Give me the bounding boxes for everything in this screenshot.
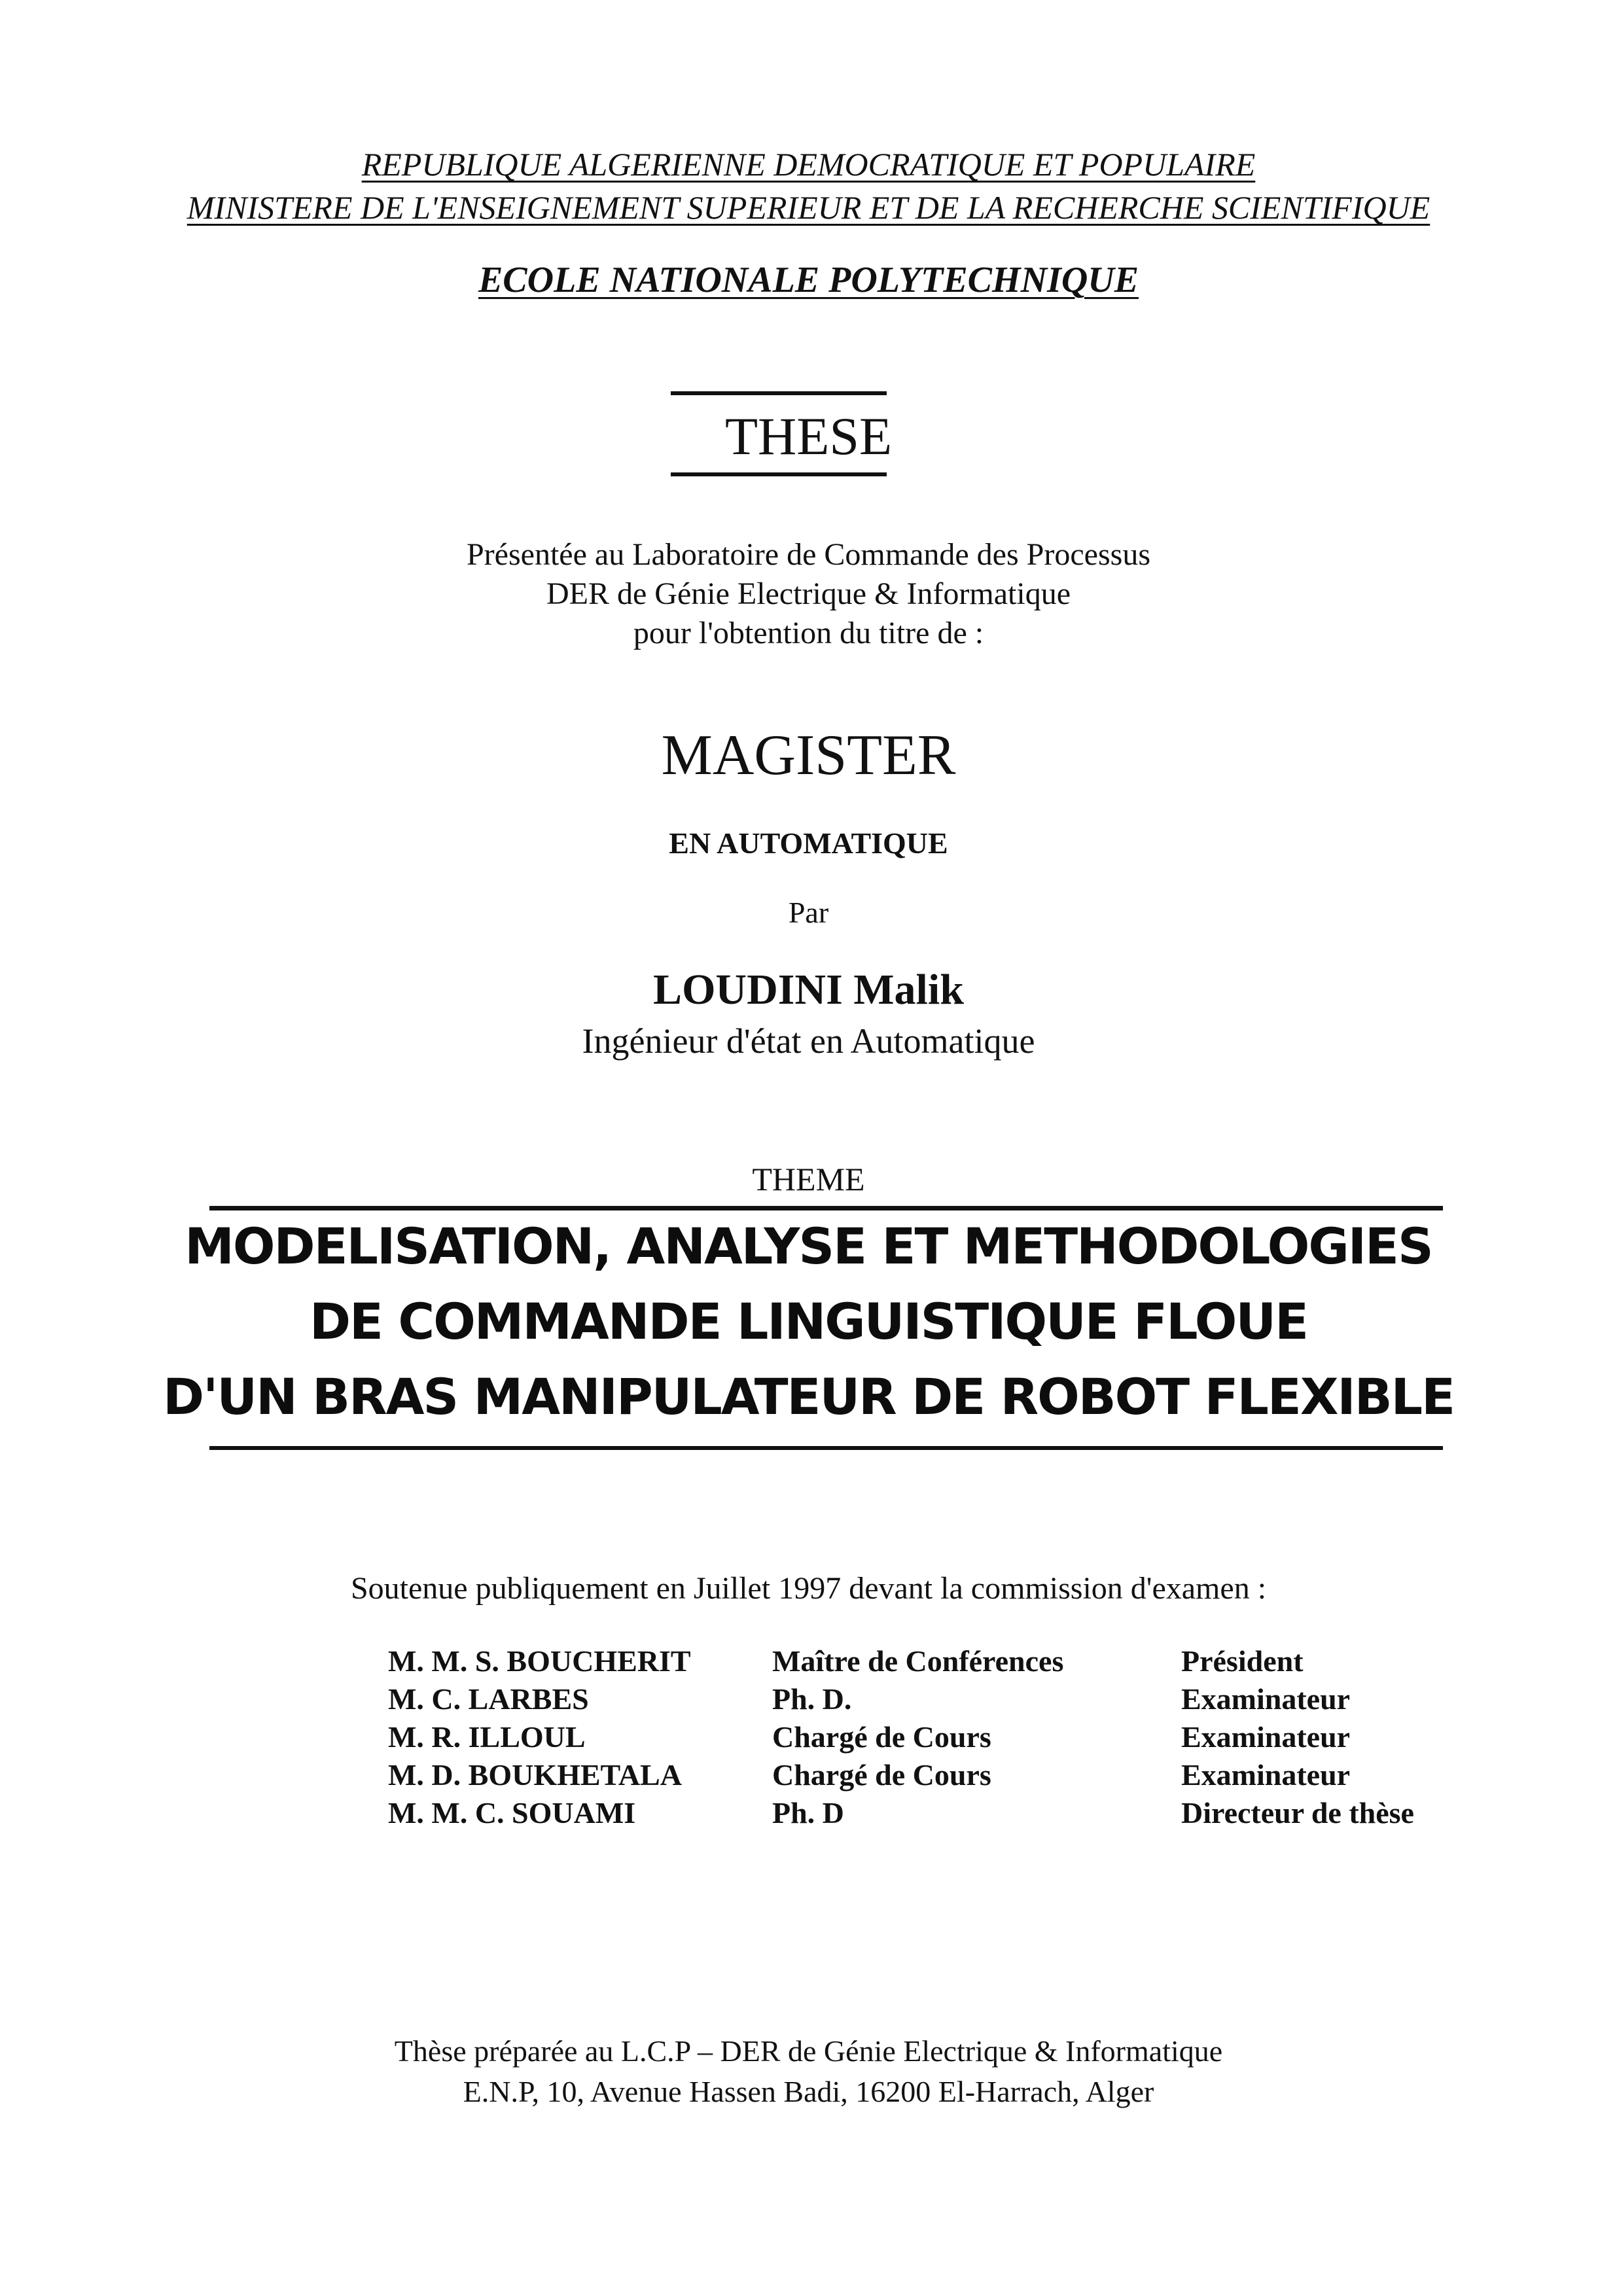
- jury-member-rank: Ph. D: [772, 1796, 844, 1829]
- theme-label: THEME: [752, 1161, 865, 1197]
- theme-title-line: D'UN BRAS MANIPULATEUR DE ROBOT FLEXIBLE: [163, 1368, 1454, 1426]
- jury-member-role: Directeur de thèse: [1181, 1796, 1414, 1829]
- footer-preparation: Thèse préparée au L.C.P – DER de Génie Electrique & Informatique: [394, 2034, 1223, 2068]
- thesis-label: THESE: [724, 406, 893, 466]
- degree-specialty: EN AUTOMATIQUE: [669, 826, 948, 860]
- jury-member-role: Examinateur: [1181, 1758, 1351, 1792]
- jury-member-name: M. C. LARBES: [388, 1682, 589, 1716]
- intro-laboratory: Présentée au Laboratoire de Commande des Processus: [466, 537, 1150, 572]
- jury-member-role: Président: [1181, 1644, 1304, 1678]
- jury-member-rank: Chargé de Cours: [772, 1758, 991, 1792]
- theme-title-line: DE COMMANDE LINGUISTIQUE FLOUE: [309, 1292, 1308, 1351]
- thesis-rule-top: [671, 391, 887, 395]
- author-name: LOUDINI Malik: [653, 966, 964, 1014]
- jury-member-rank: Maître de Conférences: [772, 1644, 1064, 1678]
- school-name: ECOLE NATIONALE POLYTECHNIQUE: [478, 260, 1139, 300]
- footer-address: E.N.P, 10, Avenue Hassen Badi, 16200 El-Harrach, Alger: [463, 2075, 1154, 2108]
- jury-member-name: M. R. ILLOUL: [388, 1720, 586, 1754]
- jury-member-role: Examinateur: [1181, 1720, 1351, 1754]
- degree-title: MAGISTER: [661, 724, 956, 787]
- jury-member-name: M. M. C. SOUAMI: [388, 1796, 636, 1829]
- theme-title-line: MODELISATION, ANALYSE ET METHODOLOGIES: [185, 1217, 1432, 1275]
- jury-member-role: Examinateur: [1181, 1682, 1351, 1716]
- ministry-heading: MINISTERE DE L'ENSEIGNEMENT SUPERIEUR ET DE LA RECHERCHE SCIENTIFIQUE: [187, 189, 1430, 226]
- intro-purpose: pour l'obtention du titre de :: [633, 616, 984, 650]
- author-title: Ingénieur d'état en Automatique: [582, 1021, 1035, 1061]
- jury-member-name: M. D. BOUKHETALA: [388, 1758, 682, 1792]
- jury-member-rank: Chargé de Cours: [772, 1720, 991, 1754]
- intro-department: DER de Génie Electrique & Informatique: [546, 576, 1071, 611]
- jury-member-name: M. M. S. BOUCHERIT: [388, 1644, 691, 1678]
- thesis-rule-bottom: [671, 472, 887, 476]
- theme-rule-top: [209, 1206, 1443, 1210]
- by-label: Par: [788, 896, 829, 929]
- defense-statement: Soutenue publiquement en Juillet 1997 devant la commission d'examen :: [350, 1571, 1267, 1606]
- jury-member-rank: Ph. D.: [772, 1682, 852, 1716]
- republic-heading: REPUBLIQUE ALGERIENNE DEMOCRATIQUE ET POPULAIRE: [361, 146, 1256, 183]
- theme-rule-bottom: [209, 1446, 1443, 1450]
